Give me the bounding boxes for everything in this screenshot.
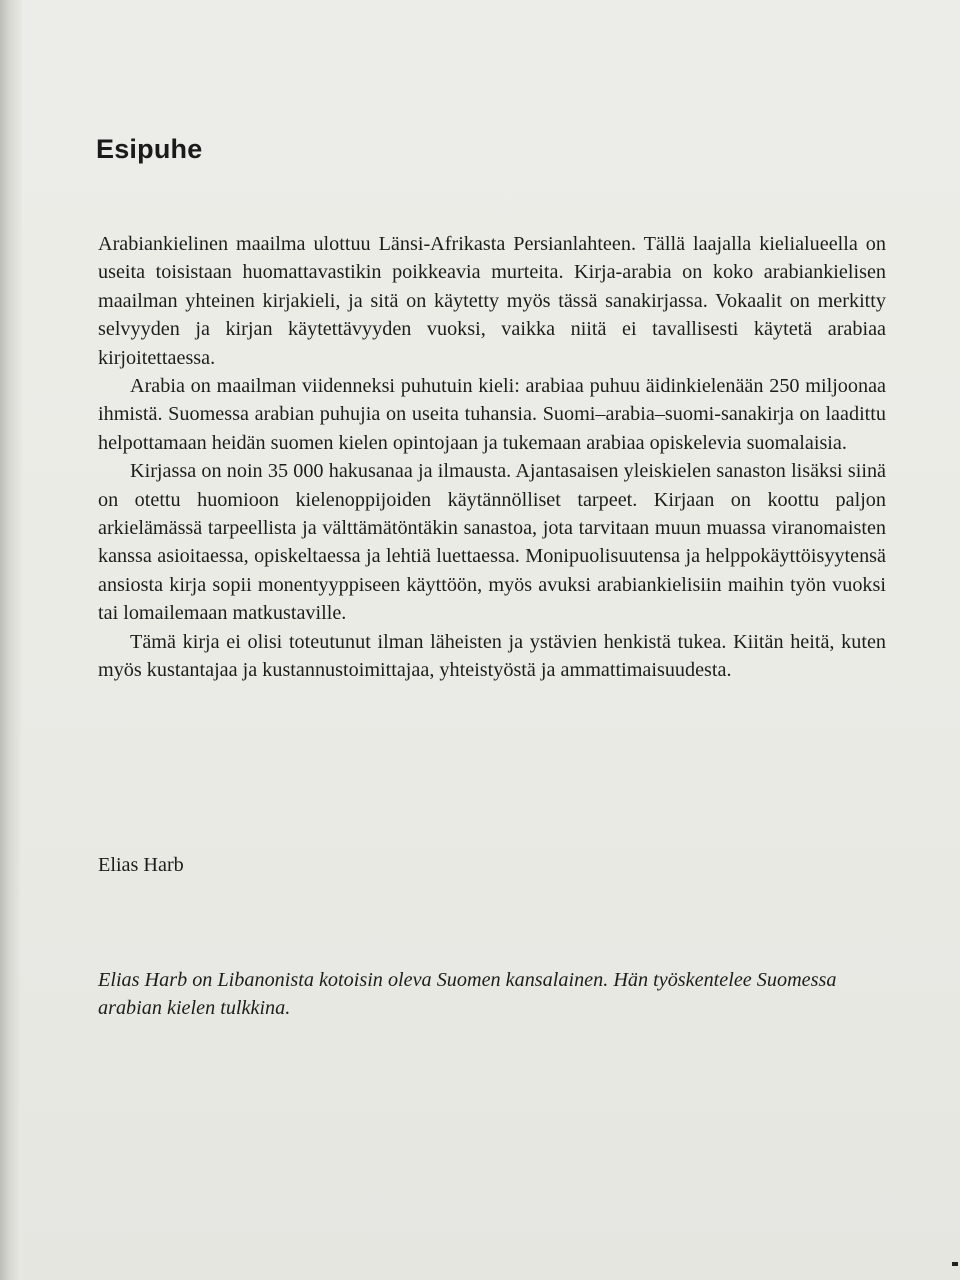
preface-paragraph-4: Tämä kirja ei olisi toteutunut ilman läheisten ja ystävien henkistä tukea. Kiitän heitä, kuten myös kustantajaa ja kustannustoimittajaa, yhteistyöstä ja ammattimaisuudesta. [98,630,886,682]
author-signature: Elias Harb [98,854,184,876]
preface-body [98,230,886,685]
page-corner-mark [952,1262,958,1266]
author-bio: Elias Harb on Libanonista kotoisin oleva Suomen kansalainen. Hän työskentelee Suomessa arabian kielen tulkkina. [98,969,837,1020]
preface-paragraph-3: Kirjassa on noin 35 000 hakusanaa ja ilmausta. Ajantasaisen yleiskielen sanaston lisäksi siinä on otettu huomioon kielenoppijoiden käytännölliset tarpeet. Kirjaan on koottu paljon arkielämässä tarpeellista ja välttämätöntäkin sanastoa, jota tarvitaan muun muassa viranomaisten kanssa asioitaessa, opiskeltaessa ja lehtiä luettaessa. Monipuolisuutensa ja helppokäyttöisyytensä ansiosta kirja sopii monentyyppiseen käyttöön, myös avuksi arabiankielisiin maihin työn vuoksi tai lomailemaan matkustaville. [98,460,886,625]
preface-paragraph-1: Arabiankielinen maailma ulottuu Länsi-Afrikasta Persianlahteen. Tällä laajalla kielialueella on useita toisistaan huomattavastikin poikkeavia murteita. Kirja-arabia on koko arabiankielisen maailman yhteinen kirjakieli, ja sitä on käytetty myös tässä sanakirjassa. Vokaalit on merkitty selvyyden ja kirjan käytettävyyden vuoksi, vaikka niitä ei tavallisesti käytetä arabiaa kirjoitettaessa. [98,233,886,369]
preface-paragraph-2: Arabia on maailman viidenneksi puhutuin kieli: arabiaa puhuu äidinkielenään 250 miljoonaa ihmistä. Suomessa arabian puhujia on useita tuhansia. Suomi–arabia–suomi-sanakirja on laadittu helpottamaan heidän suomen kielen opintojaan ja tukemaan arabiaa opiskelevia suomalaisia. [98,375,886,454]
page-title: Esipuhe [96,134,203,164]
page-gutter-shadow [0,0,22,1280]
